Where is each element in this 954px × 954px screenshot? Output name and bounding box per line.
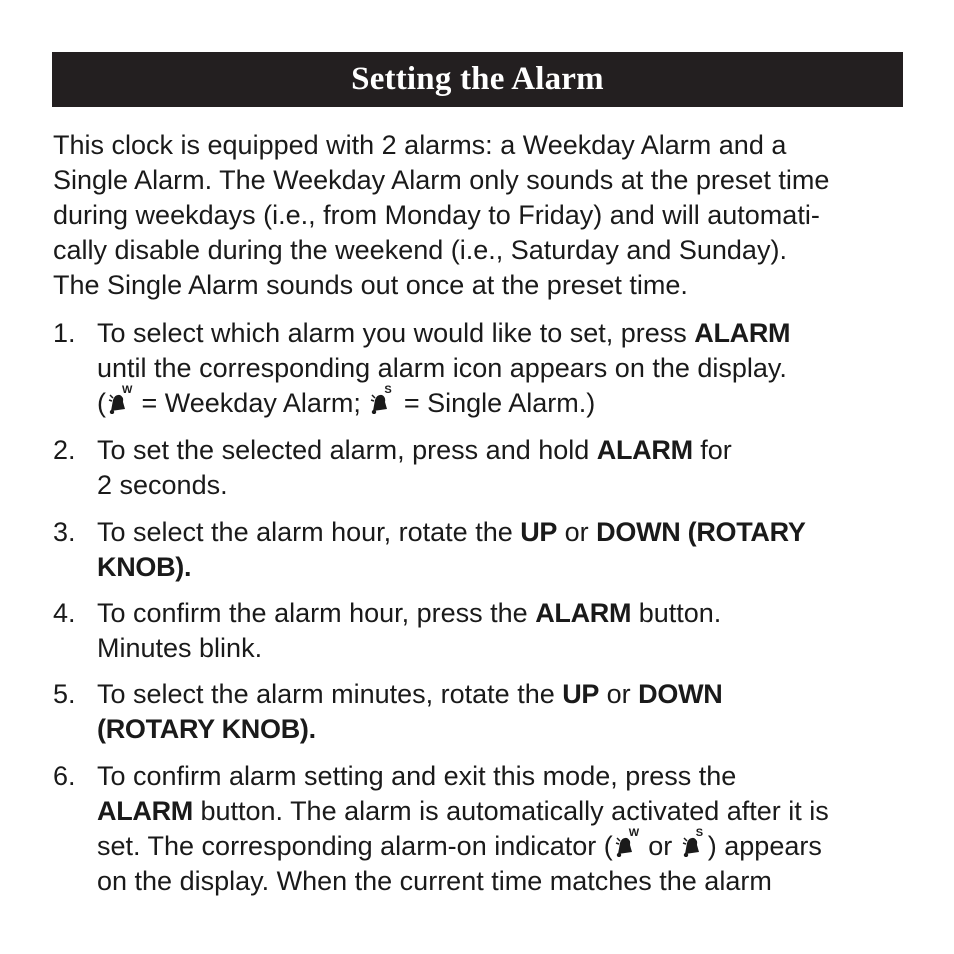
step-number: 4. bbox=[53, 598, 76, 628]
intro-line: The Single Alarm sounds out once at the preset time. bbox=[53, 270, 688, 300]
title-bar bbox=[52, 52, 903, 107]
step-line: until the corresponding alarm icon appears on the display. bbox=[97, 353, 787, 383]
rotary-knob-keyword: KNOB). bbox=[97, 552, 192, 582]
step-text: or bbox=[599, 679, 639, 709]
step-4 bbox=[53, 596, 913, 666]
step-line: on the display. When the current time matches the alarm bbox=[97, 866, 772, 896]
alarm-keyword: ALARM bbox=[97, 796, 193, 826]
single-alarm-bell-icon bbox=[682, 827, 706, 857]
intro-line: Single Alarm. The Weekday Alarm only sounds at the preset time bbox=[53, 165, 830, 195]
step-number: 1. bbox=[53, 318, 76, 348]
step-text: ( bbox=[97, 388, 106, 418]
step-number: 5. bbox=[53, 679, 76, 709]
step-text: for bbox=[692, 435, 732, 465]
step-5 bbox=[53, 677, 913, 747]
single-indicator-letter: S bbox=[384, 384, 392, 396]
step-text: button. The alarm is automatically activated after it is bbox=[192, 796, 829, 826]
step-line: 2 seconds. bbox=[97, 470, 228, 500]
step-text: To select the alarm minutes, rotate the bbox=[97, 679, 563, 709]
step-text: = Weekday Alarm; bbox=[134, 388, 369, 418]
step-line bbox=[97, 316, 913, 351]
intro-paragraph bbox=[53, 128, 913, 303]
step-text: To set the selected alarm, press and hold bbox=[97, 435, 597, 465]
rotary-knob-keyword: (ROTARY KNOB). bbox=[97, 714, 316, 744]
step-2 bbox=[53, 433, 913, 503]
step-1 bbox=[53, 316, 913, 421]
step-text: ) appears bbox=[707, 831, 822, 861]
step-line bbox=[97, 433, 913, 468]
step-text: set. The corresponding alarm-on indicator ( bbox=[97, 831, 613, 861]
step-text: To select the alarm hour, rotate the bbox=[97, 517, 521, 547]
step-line bbox=[97, 386, 913, 421]
single-indicator-letter: S bbox=[695, 827, 704, 839]
step-number: 3. bbox=[53, 517, 76, 547]
step-line bbox=[97, 550, 913, 585]
step-3 bbox=[53, 515, 913, 585]
step-text: or bbox=[557, 517, 597, 547]
step-line bbox=[97, 712, 913, 747]
step-number: 6. bbox=[53, 761, 76, 791]
intro-line: during weekdays (i.e., from Monday to Friday) and will automati- bbox=[53, 200, 820, 230]
step-line: Minutes blink. bbox=[97, 633, 263, 663]
weekday-alarm-bell-icon bbox=[615, 827, 640, 857]
alarm-keyword: ALARM bbox=[535, 598, 632, 628]
single-alarm-bell-icon bbox=[370, 384, 394, 414]
alarm-keyword: ALARM bbox=[596, 435, 693, 465]
intro-line: cally disable during the weekend (i.e., Saturday and Sunday). bbox=[53, 235, 787, 265]
down-keyword: DOWN (ROTARY bbox=[596, 517, 806, 547]
step-line bbox=[97, 829, 913, 864]
page-title: Setting the Alarm bbox=[351, 61, 604, 97]
step-6 bbox=[53, 759, 913, 899]
step-text: or bbox=[640, 831, 680, 861]
step-text: button. bbox=[631, 598, 722, 628]
step-number: 2. bbox=[53, 435, 76, 465]
step-line bbox=[97, 677, 913, 712]
down-keyword: DOWN bbox=[638, 679, 723, 709]
weekday-alarm-bell-icon bbox=[108, 384, 133, 414]
intro-line: This clock is equipped with 2 alarms: a Weekday Alarm and a bbox=[53, 130, 787, 160]
step-line bbox=[97, 596, 913, 631]
step-text: To select which alarm you would like to set, press bbox=[97, 318, 695, 348]
step-text: = Single Alarm.) bbox=[396, 388, 596, 418]
weekday-indicator-letter: W bbox=[122, 384, 133, 396]
step-line bbox=[97, 794, 913, 829]
up-keyword: UP bbox=[520, 517, 558, 547]
up-keyword: UP bbox=[562, 679, 600, 709]
step-line bbox=[97, 515, 913, 550]
alarm-keyword: ALARM bbox=[694, 318, 791, 348]
step-text: To confirm the alarm hour, press the bbox=[97, 598, 536, 628]
step-line: To confirm alarm setting and exit this mode, press the bbox=[97, 761, 737, 791]
weekday-indicator-letter: W bbox=[628, 827, 640, 839]
